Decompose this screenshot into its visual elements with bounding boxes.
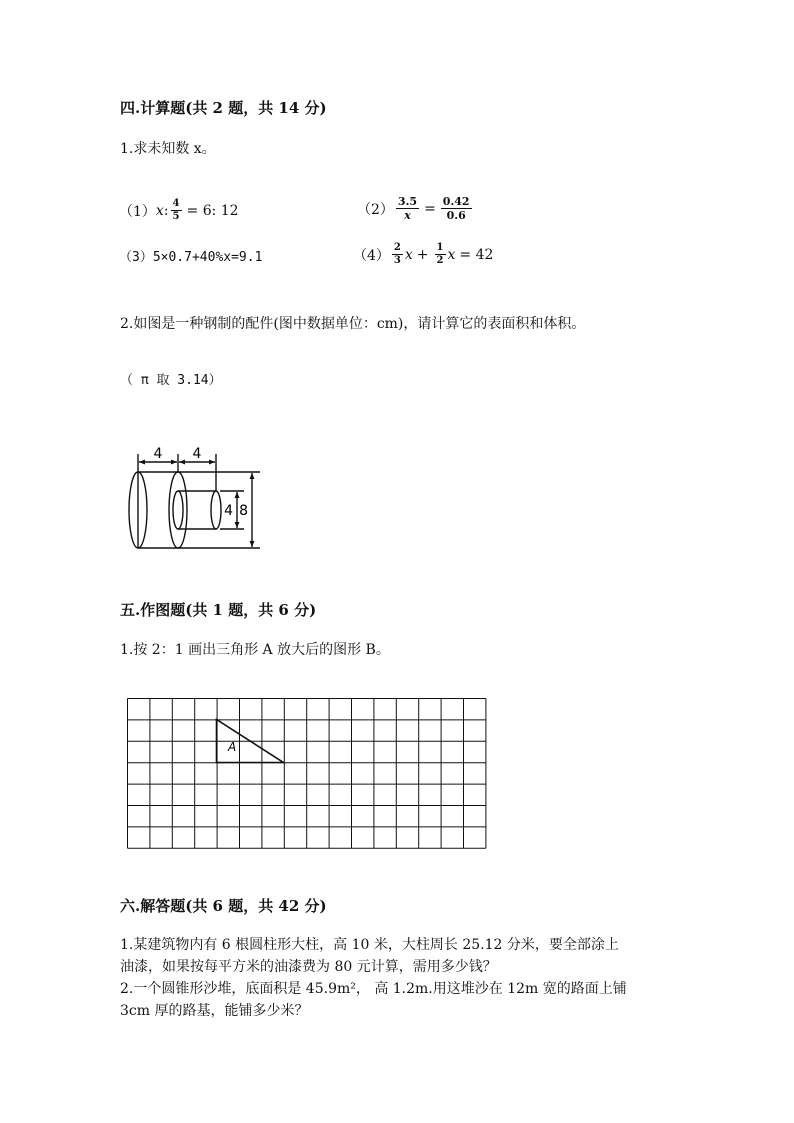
equation-4-frac-1 xyxy=(392,243,403,266)
dim-inner-diameter: 4 xyxy=(224,503,233,519)
equation-3-text: 5×0.7+40%x=9.1 xyxy=(152,250,263,265)
equation-1-colon: : xyxy=(163,202,169,219)
equation-2-lhs-num: 3.5 xyxy=(397,195,418,208)
equation-4-frac-2-den: 2 xyxy=(436,255,444,266)
equation-1-frac-den: 5 xyxy=(172,211,180,222)
draw-prompt: 1.按 2：1 画出三角形 A 放大后的图形 B。 xyxy=(120,642,390,658)
problem-1-line-1: 1.某建筑物内有 6 根圆柱形大柱，高 10 米，大柱周长 25.12 分米，要全部涂上 xyxy=(120,937,619,953)
equation-2-rhs-num: 0.42 xyxy=(442,195,470,208)
equation-2-rhs-den: 0.6 xyxy=(446,209,466,222)
q2-pi-note: （ π 取 3.14） xyxy=(120,373,222,388)
problem-1-line-2: 油漆，如果按每平方米的油漆费为 80 元计算，需用多少钱？ xyxy=(120,959,497,975)
section4-title: 四.计算题(共 2 题，共 14 分) xyxy=(120,99,327,117)
problem-2-line-2: 3cm 厚的路基，能铺多少米？ xyxy=(120,1003,309,1019)
equation-3-label: （3） xyxy=(119,250,153,265)
equation-2-lhs-den: x xyxy=(404,209,411,222)
equation-4-frac-2 xyxy=(435,243,446,266)
q1-prompt: 1.求未知数 x。 xyxy=(120,141,216,157)
equation-2-eq: = xyxy=(424,200,436,217)
equation-1 xyxy=(119,199,239,222)
equation-4-rhs: = 42 xyxy=(459,246,494,263)
equation-4-var-2: x xyxy=(447,246,456,263)
problem-2-line-1: 2.一个圆锥形沙堆，底面积是 45.9m²， 高 1.2m.用这堆沙在 12m 宽的路面上铺 xyxy=(120,981,627,997)
equation-2-lhs-fraction xyxy=(396,196,419,221)
equation-4-frac-1-num: 2 xyxy=(393,242,401,253)
dim-left-length: 4 xyxy=(153,446,163,462)
drawing-grid xyxy=(125,697,489,850)
dim-right-length: 4 xyxy=(192,446,202,462)
equation-1-var: x xyxy=(155,202,164,219)
equation-2 xyxy=(357,196,474,221)
equation-4-label: （4） xyxy=(353,247,390,264)
equation-2-label: （2） xyxy=(357,201,394,218)
equation-4-frac-1-den: 3 xyxy=(393,255,401,266)
equation-1-label: （1） xyxy=(119,203,156,220)
equation-1-fraction xyxy=(171,199,182,222)
equation-4-var-1: x xyxy=(404,246,413,263)
equation-1-rhs: = 6: 12 xyxy=(186,202,239,219)
equation-4-plus: + xyxy=(416,246,429,263)
section6-title: 六.解答题(共 6 题，共 42 分) xyxy=(120,897,327,915)
steel-part-figure xyxy=(118,440,278,556)
triangle-a-label: A xyxy=(228,740,237,754)
equation-4-frac-2-num: 1 xyxy=(436,242,444,253)
dim-outer-diameter: 8 xyxy=(239,503,248,519)
q2-prompt: 2.如图是一种钢制的配件(图中数据单位：cm)，请计算它的表面积和体积。 xyxy=(120,316,586,332)
section5-title: 五.作图题(共 1 题，共 6 分) xyxy=(120,601,317,619)
equation-3 xyxy=(119,246,262,265)
equation-4 xyxy=(353,243,493,266)
equation-1-frac-num: 4 xyxy=(172,198,180,209)
equation-2-rhs-fraction xyxy=(441,196,472,221)
